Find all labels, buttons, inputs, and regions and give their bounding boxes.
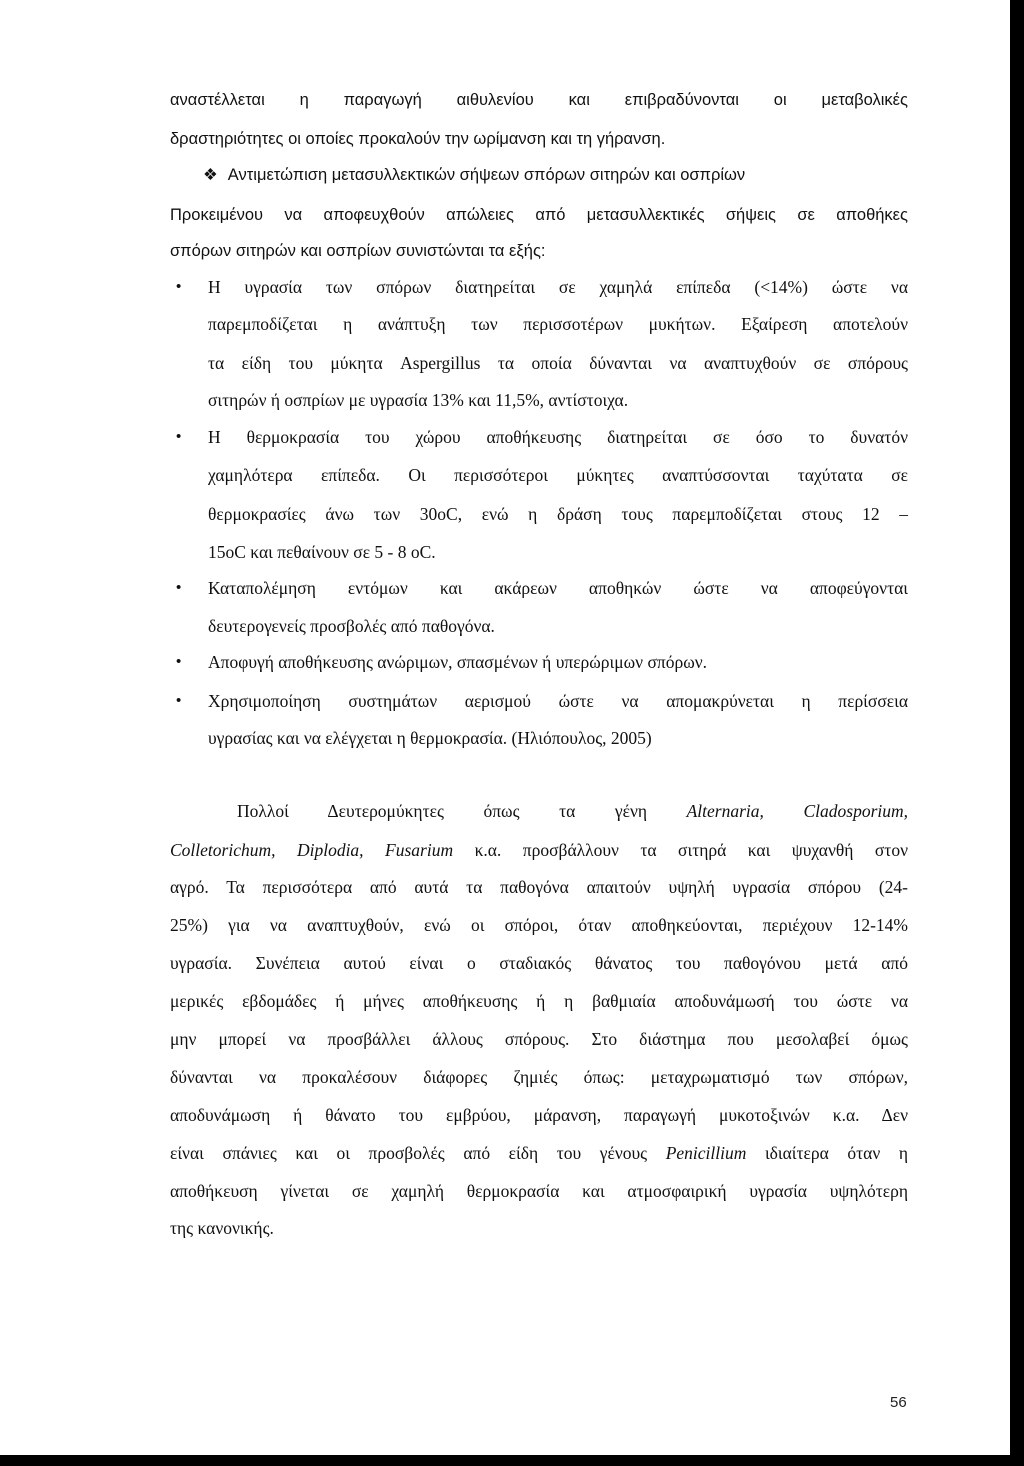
list-item-line: Χρησιμοποίηση συστημάτων αερισμού ώστε να απομακρύνεται η περίσσεια (208, 691, 908, 711)
paragraph-line (237, 800, 908, 822)
bullet-icon: • (176, 428, 182, 445)
paragraph-line: υγρασία. Συνέπεια αυτού είναι ο σταδιακός θάνατος του παθογόνου μετά από (170, 953, 908, 973)
genus-name: Penicillium (665, 1143, 747, 1163)
text-run (764, 801, 804, 821)
bullet-icon: • (176, 653, 182, 670)
text-run: κ.α. προσβάλλουν τα σιτηρά και ψυχανθή στον (453, 840, 908, 860)
paragraph-line: αποθήκευση γίνεται σε χαμηλή θερμοκρασία και ατμοσφαιρική υγρασία υψηλότερη (170, 1181, 908, 1201)
diamond-bullet-icon: ❖ (203, 166, 218, 184)
section-heading (203, 164, 745, 186)
paragraph-line (170, 839, 908, 861)
genus-name: Cladosporium, (803, 801, 908, 821)
lead-line: σπόρων σιτηρών και οσπρίων συνιστώνται τα εξής: (170, 242, 546, 260)
list-item-line: Η θερμοκρασία του χώρου αποθήκευσης διατηρείται σε όσο το δυνατόν (208, 427, 908, 447)
genus-name: Alternaria, (686, 801, 764, 821)
paragraph-line: της κανονικής. (170, 1218, 274, 1238)
list-item-line: χαμηλότερα επίπεδα. Οι περισσότεροι μύκητες αναπτύσσονται ταχύτατα σε (208, 465, 908, 485)
genus-names: Colletorichum, Diplodia, Fusarium (170, 840, 454, 860)
list-item-line: Η υγρασία των σπόρων διατηρείται σε χαμηλά επίπεδα (<14%) ώστε να (208, 277, 908, 297)
list-item-line: 15oC και πεθαίνουν σε 5 - 8 oC. (208, 542, 436, 562)
paragraph-line (170, 1142, 908, 1164)
paragraph-line: μην μπορεί να προσβάλλει άλλους σπόρους. Στο διάστημα που μεσολαβεί όμως (170, 1029, 908, 1049)
paragraph-line: δύνανται να προκαλέσουν διάφορες ζημιές όπως: μεταχρωματισμό των σπόρων, (170, 1067, 908, 1087)
paragraph-line: 25%) για να αναπτυχθούν, ενώ οι σπόροι, όταν αποθηκεύονται, περιέχουν 12-14% (170, 915, 908, 935)
paragraph-line: αγρό. Τα περισσότερα από αυτά τα παθογόνα απαιτούν υψηλή υγρασία σπόρου (24- (170, 877, 908, 897)
text-run: Πολλοί Δευτερομύκητες όπως τα γένη (237, 801, 687, 821)
list-item-line: Αποφυγή αποθήκευσης ανώριμων, σπασμένων ή υπερώριμων σπόρων. (208, 652, 707, 672)
list-item-line: τα είδη του μύκητα Aspergillus τα οποία δύνανται να αναπτυχθούν σε σπόρους (208, 353, 908, 373)
section-heading-text: Αντιμετώπιση μετασυλλεκτικών σήψεων σπόρων σιτηρών και οσπρίων (227, 166, 746, 184)
list-item-line: υγρασίας και να ελέγχεται η θερμοκρασία. (Ηλιόπουλος, 2005) (208, 728, 652, 748)
text-run: ιδιαίτερα όταν η (746, 1143, 908, 1163)
lead-line: Προκειμένου να αποφευχθούν απώλειες από μετασυλλεκτικές σήψεις σε αποθήκες (170, 206, 908, 224)
intro-line: δραστηριότητες οι οποίες προκαλούν την ωρίμανση και τη γήρανση. (170, 130, 666, 148)
bullet-icon: • (176, 692, 182, 709)
list-item-line: δευτερογενείς προσβολές από παθογόνα. (208, 616, 495, 636)
paragraph-line: αποδυνάμωση ή θάνατο του εμβρύου, μάρανση, παραγωγή μυκοτοξινών κ.α. Δεν (170, 1105, 908, 1125)
paragraph-line: μερικές εβδομάδες ή μήνες αποθήκευσης ή η βαθμιαία αποδυνάμωσή του ώστε να (170, 991, 908, 1011)
intro-line: αναστέλλεται η παραγωγή αιθυλενίου και επιβραδύνονται οι μεταβολικές (170, 91, 908, 109)
bullet-icon: • (176, 278, 182, 295)
list-item-line: σιτηρών ή οσπρίων με υγρασία 13% και 11,5%, αντίστοιχα. (208, 390, 629, 410)
bullet-icon: • (176, 579, 182, 596)
list-item-line: Καταπολέμηση εντόμων και ακάρεων αποθηκών ώστε να αποφεύγονται (208, 578, 908, 598)
text-run: είναι σπάνιες και οι προσβολές από είδη του γένους (170, 1143, 666, 1163)
list-item-line: παρεμποδίζεται η ανάπτυξη των περισσοτέρων μυκήτων. Εξαίρεση αποτελούν (208, 314, 908, 334)
list-item-line: θερμοκρασίες άνω των 30oC, ενώ η δράση τους παρεμποδίζεται στους 12 – (208, 504, 908, 524)
page-number: 56 (890, 1394, 907, 1411)
